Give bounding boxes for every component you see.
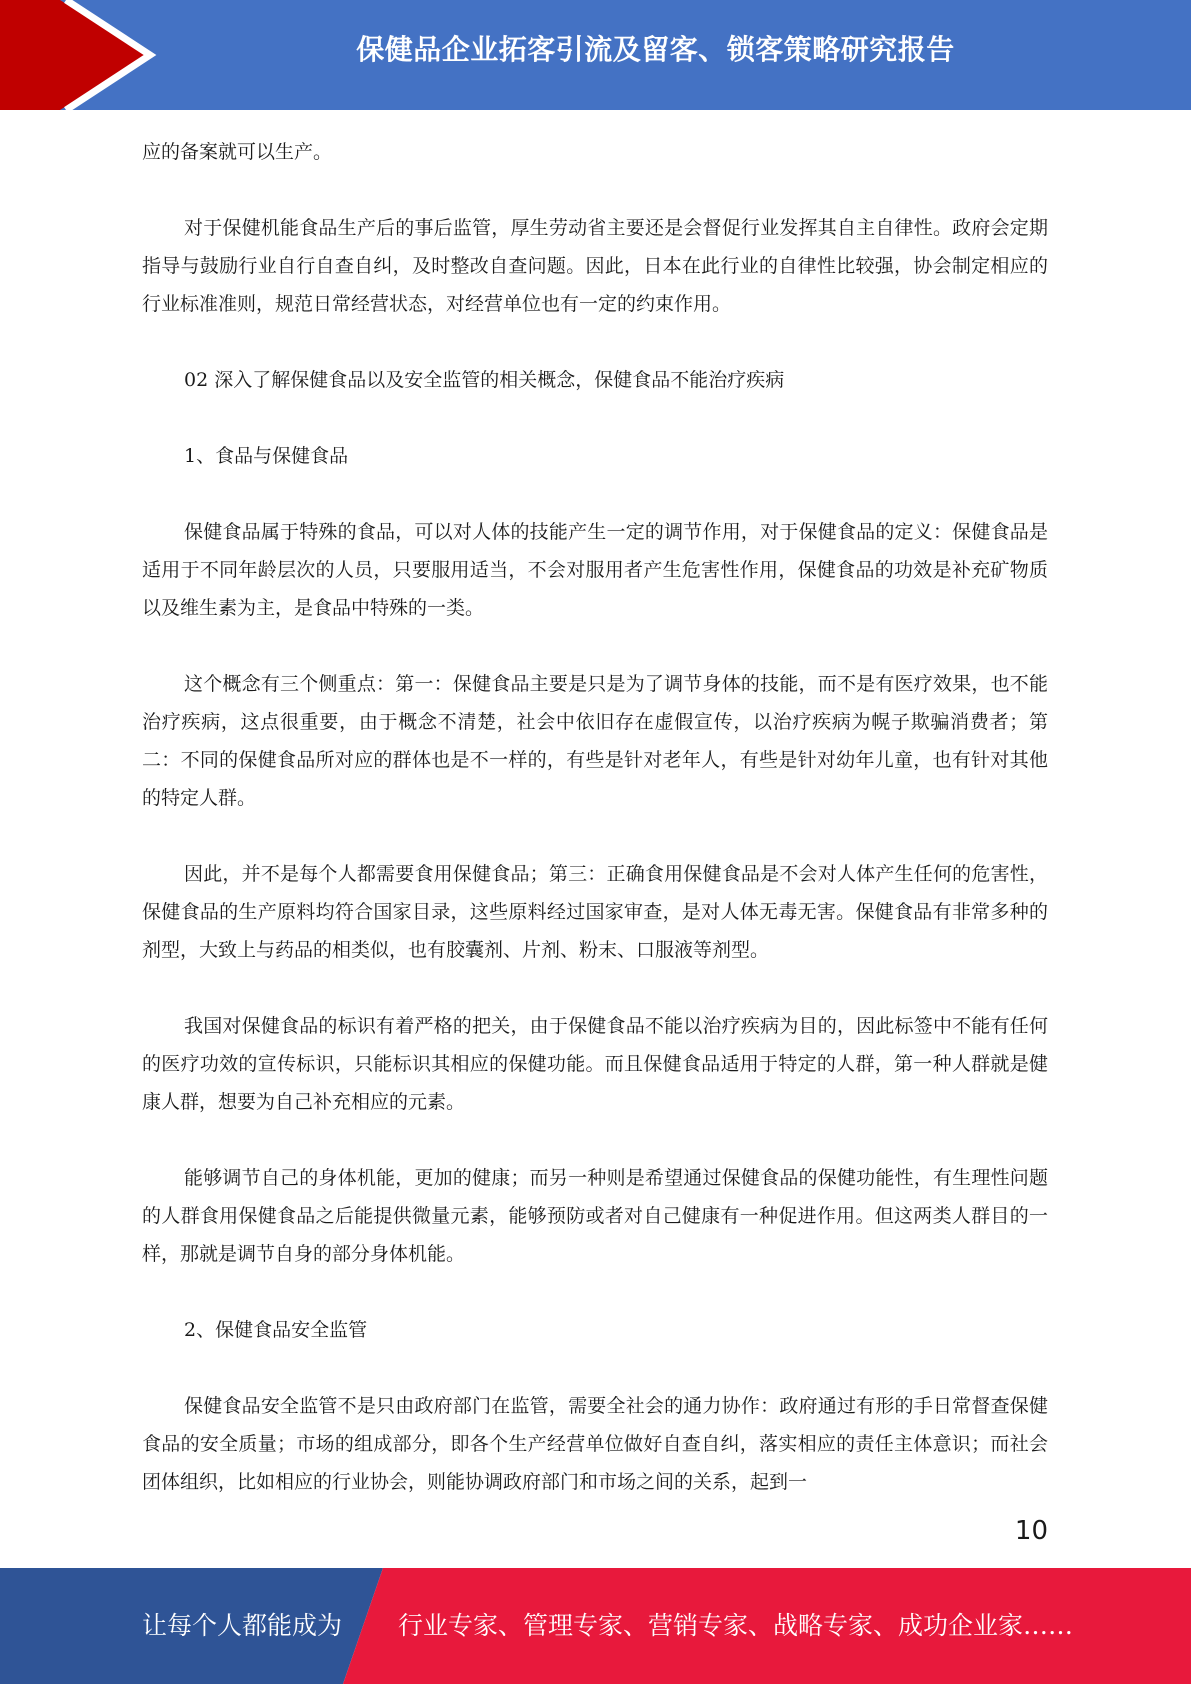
subsection-heading: 1、食品与保健食品: [184, 445, 349, 467]
subsection-heading: 2、保健食品安全监管: [184, 1319, 368, 1341]
paragraph: 能够调节自己的身体机能，更加的健康；而另一种则是希望通过保健食品的保健功能性，有生理性问题的人群食用保健食品之后能提供微量元素，能够预防或者对自己健康有一种促进作用。但这两类人群目的一样，那就是调节自身的部分身体机能。: [142, 1167, 1048, 1265]
paragraph: 我国对保健食品的标识有着严格的把关，由于保健食品不能以治疗疾病为目的，因此标签中不能有任何的医疗功效的宣传标识，只能标识其相应的保健功能。而且保健食品适用于特定的人群，第一种人群就是健康人群，想要为自己补充相应的元素。: [142, 1015, 1048, 1113]
document-body: [142, 133, 1048, 1539]
paragraph: 这个概念有三个侧重点：第一：保健食品主要是只是为了调节身体的技能，而不是有医疗效果，也不能治疗疾病，这点很重要，由于概念不清楚，社会中依旧存在虚假宣传，以治疗疾病为幌子欺骗消费者；第二：不同的保健食品所对应的群体也是不一样的，有些是针对老年人，有些是针对幼年儿童，也有针对其他的特定人群。: [142, 673, 1048, 809]
header-chevron-decoration: [0, 0, 160, 110]
paragraph: 对于保健机能食品生产后的事后监管，厚生劳动省主要还是会督促行业发挥其自主自律性。政府会定期指导与鼓励行业自行自查自纠，及时整改自查问题。因此，日本在此行业的自律性比较强，协会制定相应的行业标准准则，规范日常经营状态，对经营单位也有一定的约束作用。: [142, 217, 1048, 315]
paragraph: 保健食品安全监管不是只由政府部门在监管，需要全社会的通力协作：政府通过有形的手日常督查保健食品的安全质量；市场的组成部分，即各个生产经营单位做好自查自纠，落实相应的责任主体意识；而社会团体组织，比如相应的行业协会，则能协调政府部门和市场之间的关系，起到一: [142, 1395, 1048, 1493]
paragraph: 因此，并不是每个人都需要食用保健食品；第三：正确食用保健食品是不会对人体产生任何的危害性，保健食品的生产原料均符合国家目录，这些原料经过国家审查，是对人体无毒无害。保健食品有非常多种的剂型，大致上与药品的相类似，也有胶囊剂、片剂、粉末、口服液等剂型。: [142, 863, 1048, 961]
footer-slogan-left: 让每个人都能成为: [142, 1611, 343, 1640]
page-footer: [0, 1568, 1191, 1684]
report-title: 保健品企业拓客引流及留客、锁客策略研究报告: [356, 33, 955, 66]
page-number: 10: [1014, 1516, 1048, 1546]
paragraph: 应的备案就可以生产。: [142, 141, 333, 163]
section-heading: 02 深入了解保健食品以及安全监管的相关概念，保健食品不能治疗疾病: [184, 369, 785, 391]
paragraph: 保健食品属于特殊的食品，可以对人体的技能产生一定的调节作用，对于保健食品的定义：保健食品是适用于不同年龄层次的人员，只要服用适当，不会对服用者产生危害性作用，保健食品的功效是补充矿物质以及维生素为主，是食品中特殊的一类。: [142, 521, 1048, 619]
page-header: [0, 0, 1191, 110]
footer-slogan-right: 行业专家、管理专家、营销专家、战略专家、成功企业家……: [398, 1611, 1074, 1640]
